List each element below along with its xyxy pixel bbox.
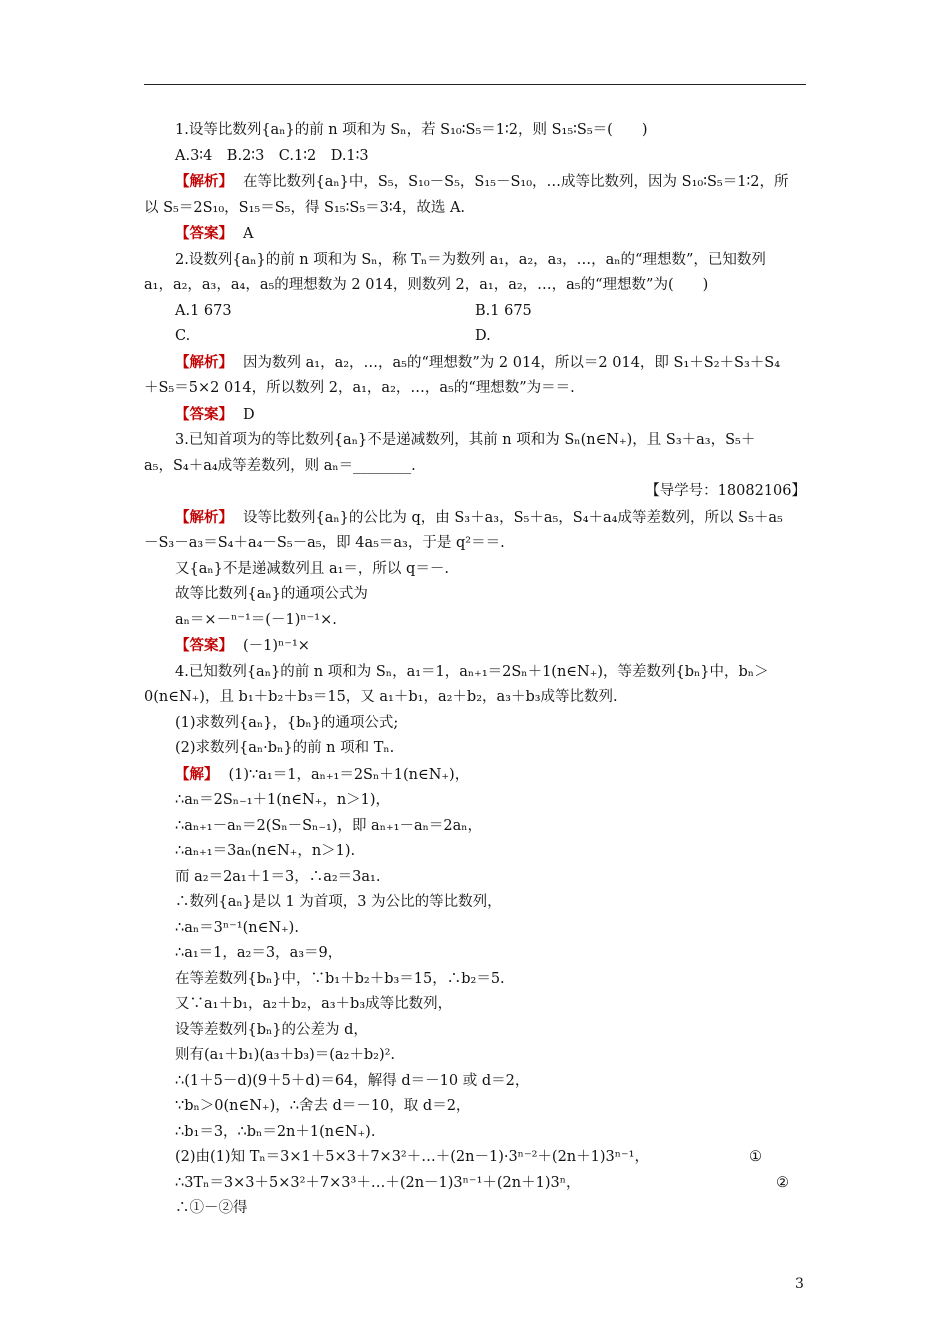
q3-analysis-line-4: 故等比数列{aₙ}的通项公式为 (175, 586, 368, 602)
q2-option-d: D. (475, 328, 491, 344)
q2-answer (144, 402, 806, 429)
q3-guide-number: 【导学号：18082106】 (645, 483, 806, 499)
q2-analysis-text: 因为数列 a₁，a₂，…，a₅的“理想数”为 2 014，所以＝2 014，即 S₁＋S₂＋S₃＋S₄ (243, 354, 781, 371)
q4-step: ∵bₙ＞0(n∈N₊)，∴舍去 d＝－10，取 d＝2， (175, 1098, 471, 1114)
q4-step: ∴aₙ＝3ⁿ⁻¹(n∈N₊). (175, 919, 299, 936)
document-body (144, 118, 806, 1222)
q1-analysis-line-1 (144, 169, 806, 196)
q4-step: ∴数列{aₙ}是以 1 为首项，3 为公比的等比数列， (175, 894, 502, 910)
q4-stem-2: 0(n∈N₊)，且 b₁＋b₂＋b₃＝15，又 a₁＋b₁，a₂＋b₂，a₃＋b₃成等比数列. (144, 689, 618, 705)
q4-last-line: ∴①－②得 (175, 1200, 248, 1216)
q4-step: ∴a₁＝1，a₂＝3，a₃＝9， (175, 945, 343, 961)
q4-step: 又∵a₁＋b₁，a₂＋b₂，a₃＋b₃成等比数列， (175, 996, 453, 1012)
q3-stem-2: a₅，S₄＋a₄成等差数列，则 aₙ＝________. (144, 457, 416, 474)
q4-equation-1-text: (2)由(1)知 Tₙ＝3×1＋5×3＋7×3²＋…＋(2n－1)·3ⁿ⁻²＋(2n＋1)3ⁿ⁻¹， (175, 1149, 649, 1165)
analysis-tag: 【解析】 (175, 173, 233, 190)
q4-step: 而 a₂＝2a₁＋1＝3，∴a₂＝3a₁. (175, 868, 381, 885)
q2-option-b: B.1 675 (475, 302, 532, 319)
q4-step: 则有(a₁＋b₁)(a₃＋b₃)＝(a₂＋b₂)². (175, 1047, 396, 1063)
q3-analysis-line-5: aₙ＝×－ⁿ⁻¹＝(－1)ⁿ⁻¹×. (175, 611, 337, 628)
q1-options: A.3∶4 B.2∶3 C.1∶2 D.1∶3 (175, 147, 369, 164)
q1-analysis-text: 在等比数列{aₙ}中，S₅，S₁₀－S₅，S₁₅－S₁₀，…成等比数列，因为 S₁₀∶S₅＝1∶2，所 (243, 174, 789, 190)
q4-equation-2-text: ∴3Tₙ＝3×3＋5×3²＋7×3³＋…＋(2n－1)3ⁿ⁻¹＋(2n＋1)3ⁿ， (175, 1174, 581, 1191)
q3-answer-value: (－1)ⁿ⁻¹× (243, 638, 310, 654)
q3-analysis-line-1 (144, 505, 806, 532)
answer-tag: 【答案】 (175, 405, 233, 423)
q3-analysis-line-3: 又{aₙ}不是递减数列且 a₁＝，所以 q＝－. (175, 560, 449, 577)
q4-step: ∴aₙ＝2Sₙ₋₁＋1(n∈N₊，n＞1)， (175, 792, 391, 808)
answer-tag: 【答案】 (175, 225, 233, 242)
q4-step: (1)∵a₁＝1，aₙ₊₁＝2Sₙ＋1(n∈N₊)， (228, 766, 470, 783)
solution-tag: 【解】 (175, 765, 219, 783)
q4-equation-1 (144, 1145, 806, 1171)
q2-option-a: A.1 673 (175, 302, 232, 319)
q1-stem: 1.设等比数列{aₙ}的前 n 项和为 Sₙ，若 S₁₀∶S₅＝1∶2，则 S₁₅∶S₅＝( ) (175, 122, 648, 138)
equation-marker-1: ① (749, 1149, 762, 1165)
q4-solution-line-1 (144, 762, 806, 789)
q4-part-1: (1)求数列{aₙ}，{bₙ}的通项公式; (175, 714, 399, 731)
q1-answer-value: A (243, 226, 254, 242)
header-rule (144, 84, 806, 85)
q3-stem-1: 3.已知首项为的等比数列{aₙ}不是递减数列，其前 n 项和为 Sₙ(n∈N₊)，且 S₃＋a₃，S₅＋ (175, 432, 756, 448)
q2-analysis-line-2: ＋S₅＝5×2 014，所以数列 2，a₁，a₂，…，a₅的“理想数”为＝＝. (144, 380, 575, 396)
q4-step: ∴aₙ₊₁－aₙ＝2(Sₙ－Sₙ₋₁)，即 aₙ₊₁－aₙ＝2aₙ， (175, 817, 482, 834)
equation-marker-2: ② (776, 1174, 789, 1191)
q2-options-row-2 (144, 324, 806, 350)
q3-answer (144, 633, 806, 660)
q4-step: ∴(1＋5－d)(9＋5＋d)＝64，解得 d＝－10 或 d＝2， (175, 1072, 530, 1089)
q4-step: 在等差数列{bₙ}中，∵b₁＋b₂＋b₃＝15，∴b₂＝5. (175, 970, 505, 987)
q2-options-row-1 (144, 299, 806, 325)
q2-stem-2: a₁，a₂，a₃，a₄，a₅的理想数为 2 014，则数列 2，a₁，a₂，…，a₅的“理想数”为( ) (144, 277, 709, 293)
q1-analysis-line-2: 以 S₅＝2S₁₀，S₁₅＝S₅，得 S₁₅∶S₅＝3∶4，故选 A. (144, 199, 466, 216)
q4-part-2: (2)求数列{aₙ·bₙ}的前 n 项和 Tₙ. (175, 740, 395, 756)
answer-tag: 【答案】 (175, 637, 233, 654)
q4-step: ∴b₁＝3，∴bₙ＝2n＋1(n∈N₊). (175, 1123, 376, 1140)
q2-option-c: C. (175, 328, 191, 344)
q2-analysis-line-1 (144, 350, 806, 377)
q2-answer-value: D (243, 406, 255, 423)
q4-step: 设等差数列{bₙ}的公差为 d， (175, 1021, 368, 1038)
q4-equation-2 (144, 1171, 806, 1197)
q4-stem-1: 4.已知数列{aₙ}的前 n 项和为 Sₙ，a₁＝1，aₙ₊₁＝2Sₙ＋1(n∈N₊)，等差数列{bₙ}中，bₙ＞ (175, 663, 769, 680)
q1-answer (144, 221, 806, 248)
q2-stem-1: 2.设数列{aₙ}的前 n 项和为 Sₙ，称 Tₙ＝为数列 a₁，a₂，a₃，…，aₙ的“理想数”，已知数列 (175, 251, 766, 268)
analysis-tag: 【解析】 (175, 353, 233, 371)
analysis-tag: 【解析】 (175, 508, 233, 526)
q3-analysis-line-2: －S₃－a₃＝S₄＋a₄－S₅－a₅，即 4a₅＝a₃，于是 q²＝＝. (144, 535, 505, 551)
q4-step: ∴aₙ₊₁＝3aₙ(n∈N₊，n＞1). (175, 843, 356, 859)
page-number: 3 (795, 1276, 804, 1292)
q3-analysis-text: 设等比数列{aₙ}的公比为 q，由 S₃＋a₃，S₅＋a₅，S₄＋a₄成等差数列，所以 S₅＋a₅ (243, 509, 783, 526)
